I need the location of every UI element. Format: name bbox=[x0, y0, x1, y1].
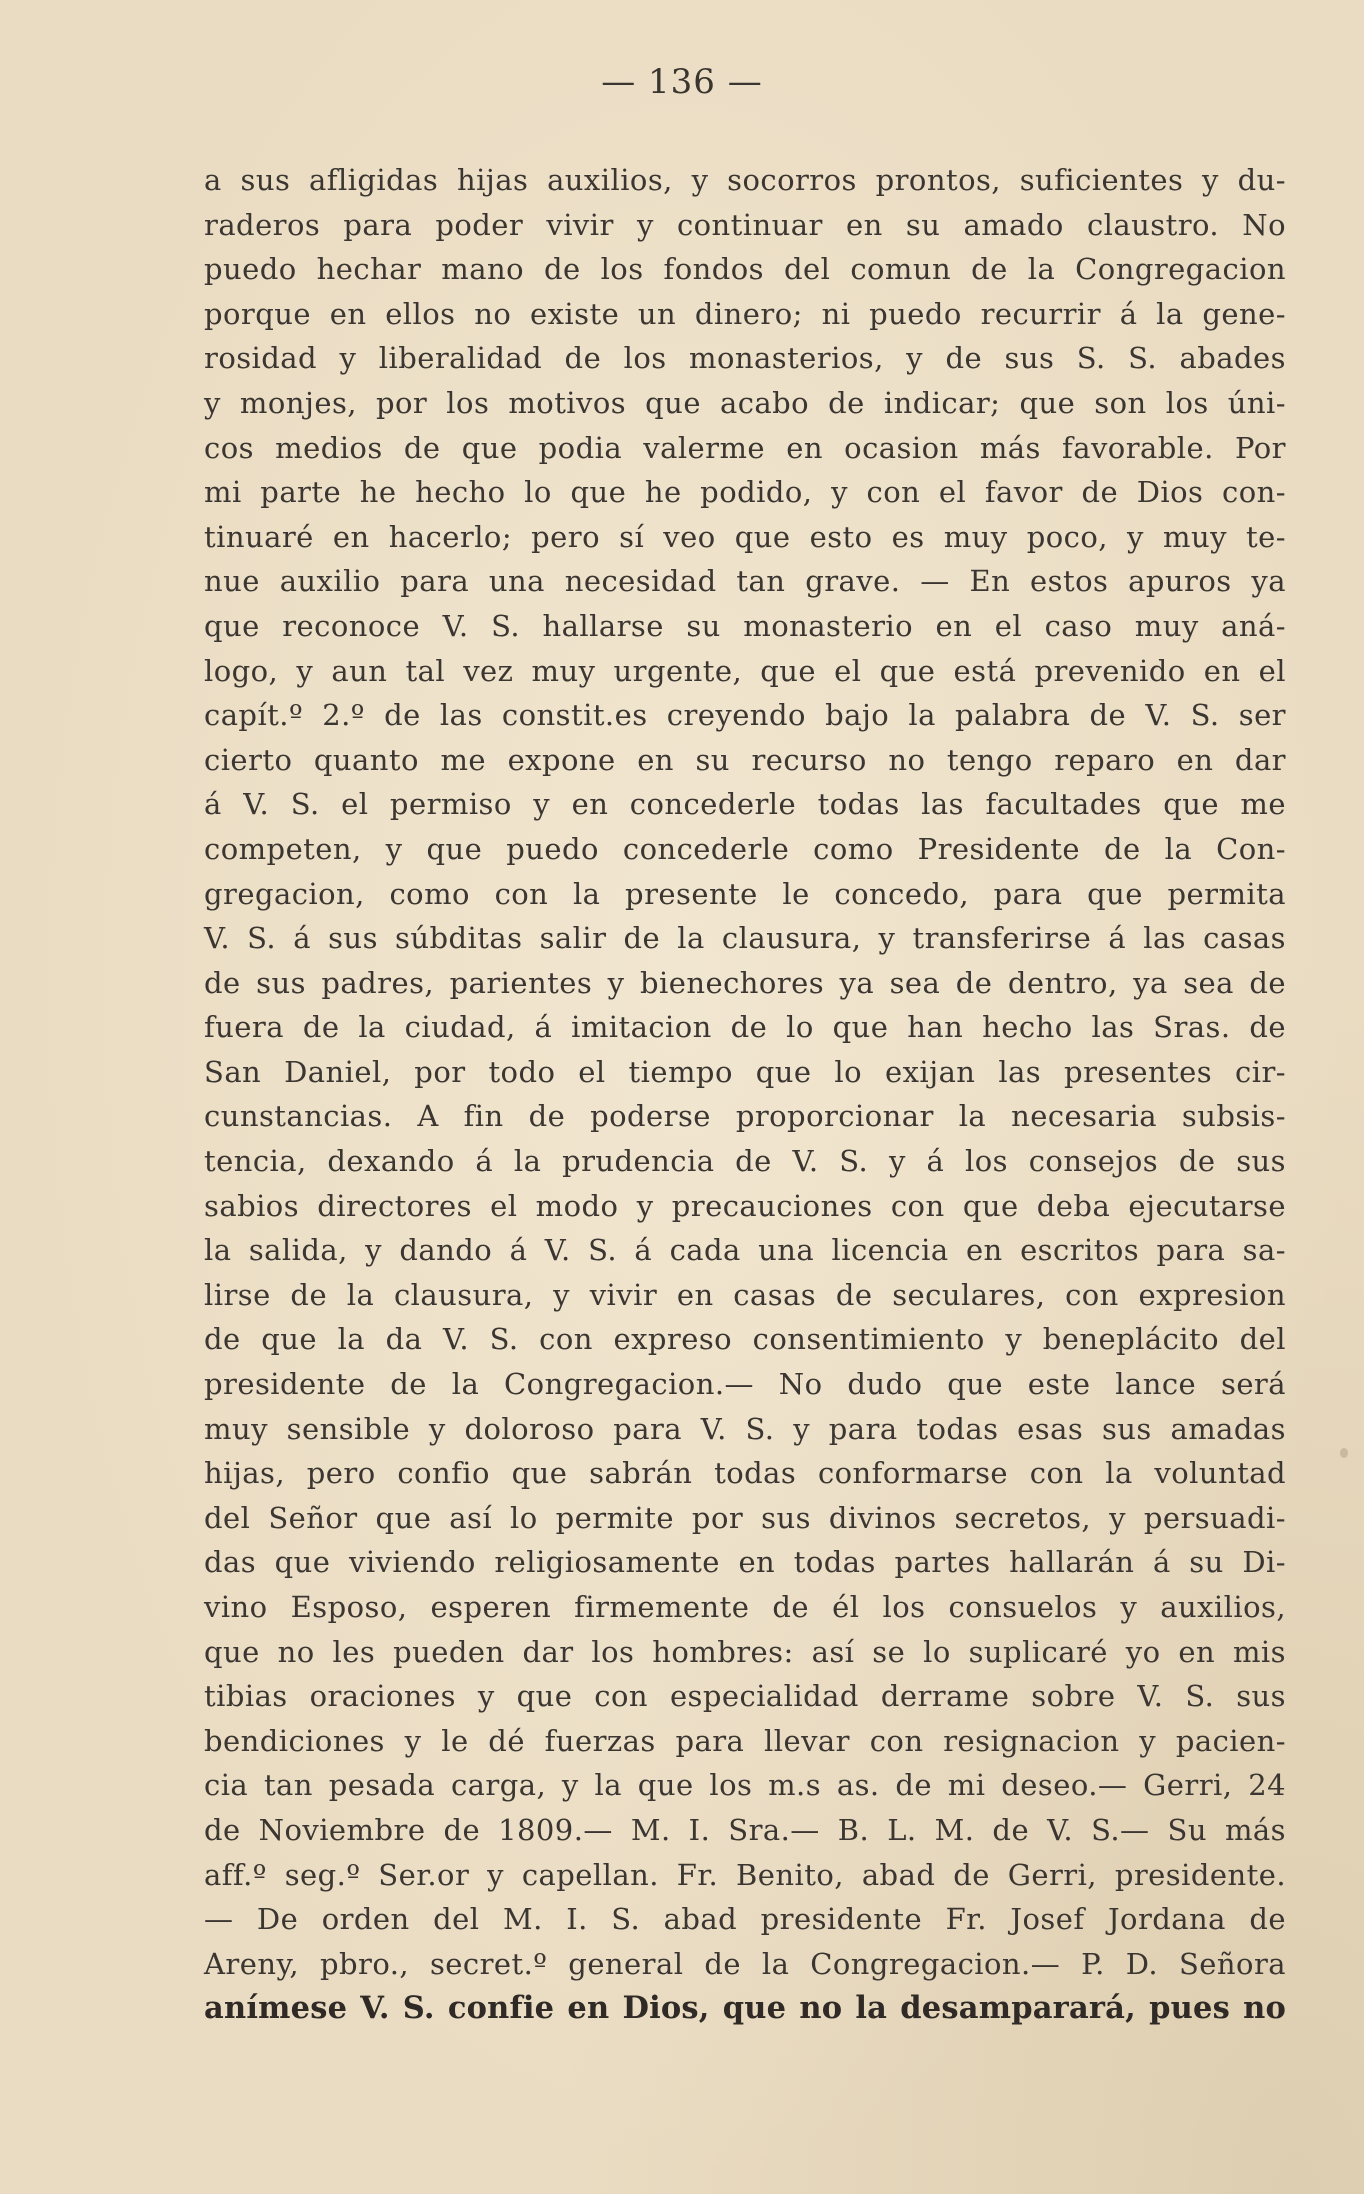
text-line: cunstancias. A fin de poderse proporcionar la necesaria subsis- bbox=[204, 1099, 1286, 1134]
text-line: cierto quanto me expone en su recurso no tengo reparo en dar bbox=[204, 742, 1286, 777]
text-line: tinuaré en hacerlo; pero sí veo que esto es muy poco, y muy te- bbox=[204, 519, 1286, 554]
text-line: hijas, pero confio que sabrán todas conformarse con la voluntad bbox=[204, 1456, 1286, 1491]
text-line: V. S. á sus súbditas salir de la clausura, y transferirse á las casas bbox=[204, 921, 1286, 956]
text-line: Areny, pbro., secret.º general de la Congregacion.— P. D. Señora bbox=[204, 1946, 1286, 1981]
text-line: raderos para poder vivir y continuar en su amado claustro. No bbox=[204, 207, 1286, 242]
text-line: gregacion, como con la presente le concedo, para que permita bbox=[204, 876, 1286, 911]
text-line: logo, y aun tal vez muy urgente, que el que está prevenido en el bbox=[204, 653, 1286, 688]
text-line: rosidad y liberalidad de los monasterios, y de sus S. S. abades bbox=[204, 341, 1286, 376]
text-line: porque en ellos no existe un dinero; ni puedo recurrir á la gene- bbox=[204, 296, 1286, 331]
text-line: de que la da V. S. con expreso consentimiento y beneplácito del bbox=[204, 1322, 1286, 1357]
text-line: — De orden del M. I. S. abad presidente Fr. Josef Jordana de bbox=[204, 1902, 1286, 1937]
page-number: — 136 — bbox=[601, 62, 763, 102]
text-line: anímese V. S. confie en Dios, que no la desamparará, pues no bbox=[204, 1990, 1286, 2027]
text-line: sabios directores el modo y precauciones con que deba ejecutarse bbox=[204, 1188, 1286, 1223]
text-line: y monjes, por los motivos que acabo de indicar; que son los úni- bbox=[204, 385, 1286, 420]
text-line: que no les pueden dar los hombres: así se lo suplicaré yo en mis bbox=[204, 1634, 1286, 1669]
text-line: puedo hechar mano de los fondos del comun de la Congregacion bbox=[204, 252, 1286, 287]
text-line: vino Esposo, esperen firmemente de él los consuelos y auxilios, bbox=[204, 1590, 1286, 1624]
text-line: lirse de la clausura, y vivir en casas de seculares, con expresion bbox=[204, 1277, 1286, 1312]
text-line: tencia, dexando á la prudencia de V. S. y á los consejos de sus bbox=[204, 1144, 1286, 1179]
text-line: San Daniel, por todo el tiempo que lo exijan las presentes cir- bbox=[204, 1054, 1286, 1089]
text-line: fuera de la ciudad, á imitacion de lo que han hecho las Sras. de bbox=[204, 1010, 1286, 1045]
text-line: bendiciones y le dé fuerzas para llevar con resignacion y pacien- bbox=[204, 1723, 1286, 1758]
text-line: capít.º 2.º de las constit.es creyendo bajo la palabra de V. S. ser bbox=[204, 698, 1286, 733]
text-line: muy sensible y doloroso para V. S. y para todas esas sus amadas bbox=[204, 1411, 1286, 1446]
text-line: del Señor que así lo permite por sus divinos secretos, y persuadi- bbox=[204, 1500, 1286, 1535]
text-line: á V. S. el permiso y en concederle todas las facultades que me bbox=[204, 787, 1286, 822]
text-line: mi parte he hecho lo que he podido, y con el favor de Dios con- bbox=[204, 475, 1286, 510]
text-line: cos medios de que podia valerme en ocasion más favorable. Por bbox=[204, 430, 1286, 465]
paper-speck bbox=[1340, 1448, 1348, 1458]
text-line: das que viviendo religiosamente en todas partes hallarán á su Di- bbox=[204, 1545, 1286, 1580]
text-line: de sus padres, parientes y bienechores ya sea de dentro, ya sea de bbox=[204, 965, 1286, 1000]
text-line: tibias oraciones y que con especialidad derrame sobre V. S. sus bbox=[204, 1679, 1286, 1714]
text-line: competen, y que puedo concederle como Presidente de la Con- bbox=[204, 831, 1286, 866]
text-line: que reconoce V. S. hallarse su monasterio en el caso muy aná- bbox=[204, 608, 1286, 643]
text-line: aff.º seg.º Ser.or y capellan. Fr. Benito, abad de Gerri, presidente. bbox=[204, 1857, 1286, 1892]
text-line: presidente de la Congregacion.— No dudo que este lance será bbox=[204, 1367, 1286, 1402]
body-text bbox=[204, 158, 1286, 2031]
text-line: a sus afligidas hijas auxilios, y socorros prontos, suficientes y du- bbox=[204, 163, 1286, 197]
text-line: la salida, y dando á V. S. á cada una licencia en escritos para sa- bbox=[204, 1233, 1286, 1268]
text-line: cia tan pesada carga, y la que los m.s as. de mi deseo.— Gerri, 24 bbox=[204, 1768, 1286, 1803]
text-line: nue auxilio para una necesidad tan grave. — En estos apuros ya bbox=[204, 564, 1286, 599]
text-line: de Noviembre de 1809.— M. I. Sra.— B. L. M. de V. S.— Su más bbox=[204, 1812, 1286, 1847]
